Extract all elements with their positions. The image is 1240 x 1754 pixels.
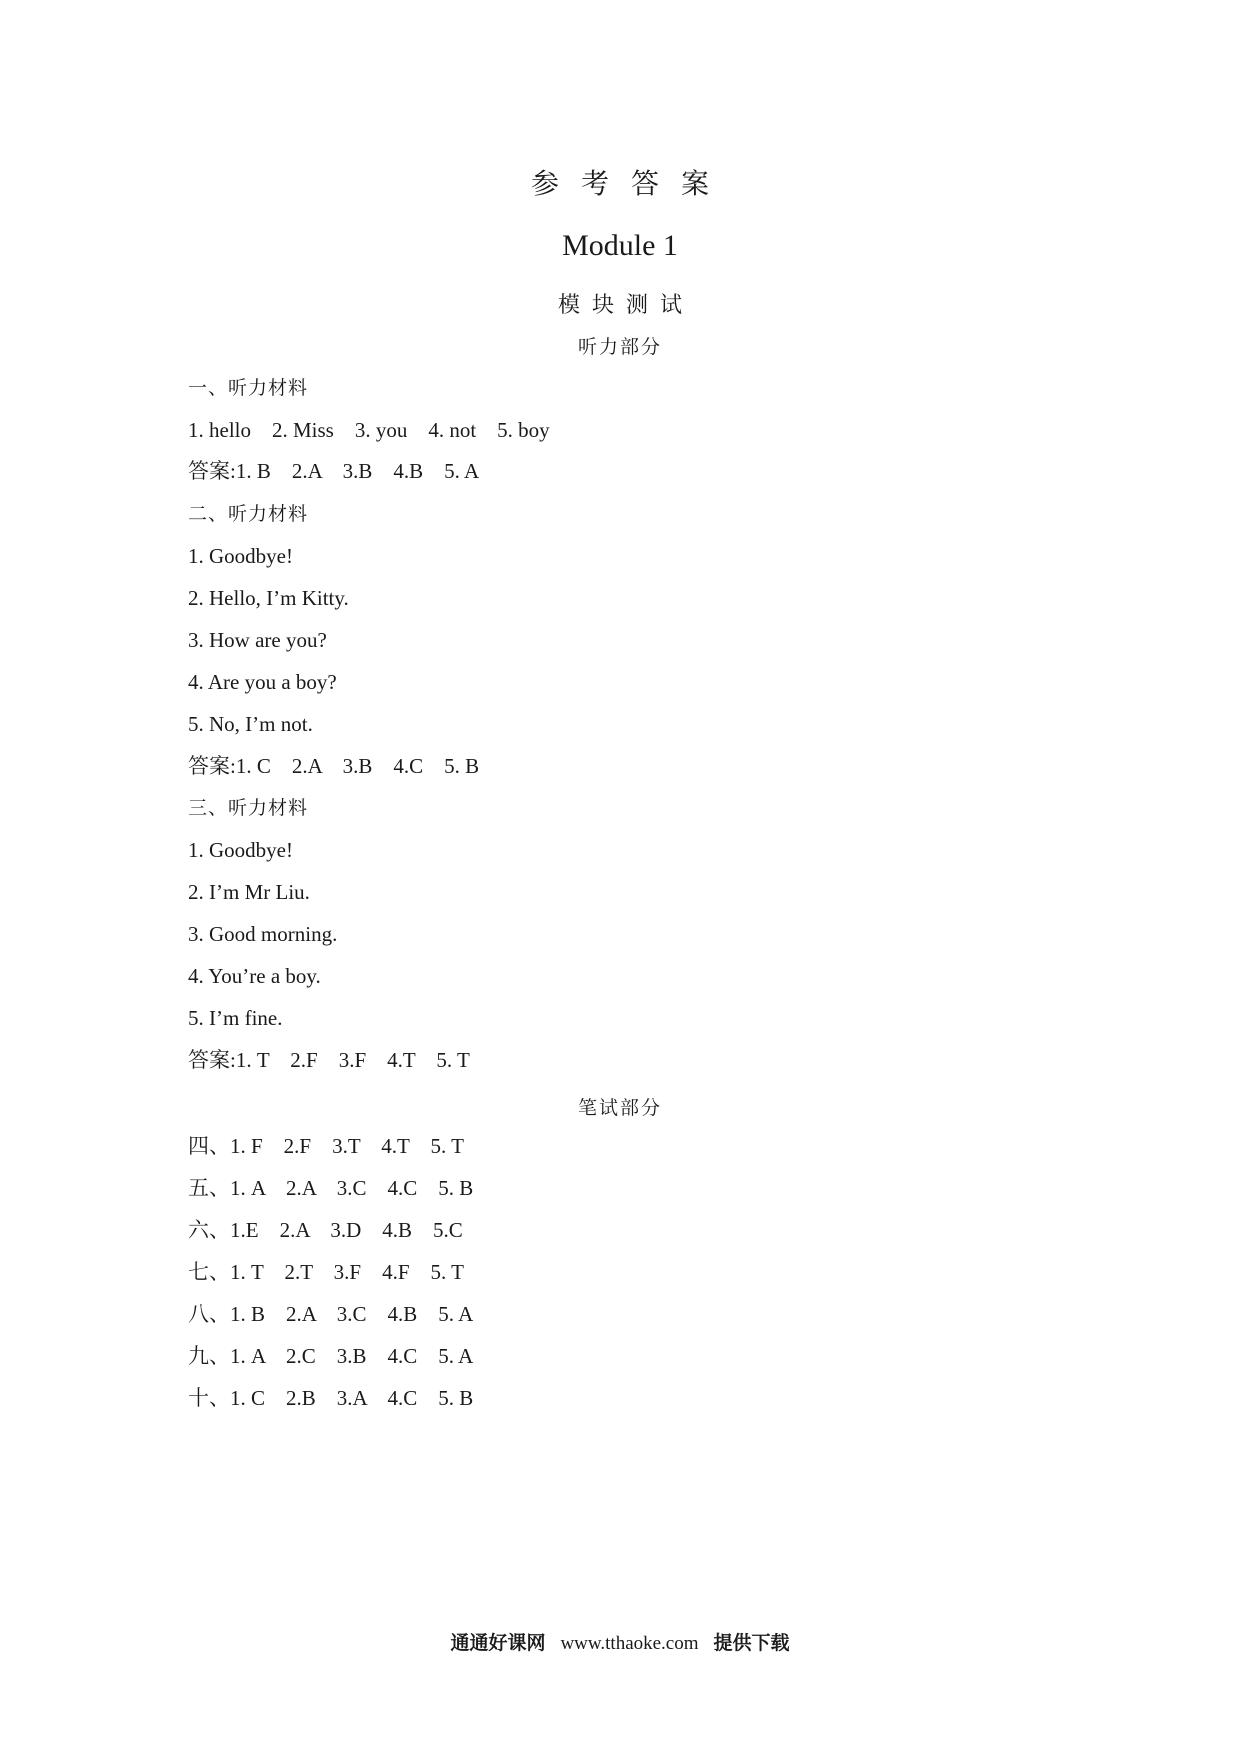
module-title: Module 1 <box>562 229 678 262</box>
answer-line: 十、1. C 2.B 3.A 4.C 5. B <box>188 1386 474 1410</box>
listening-line: 5. I’m fine. <box>188 1006 283 1030</box>
listening-line: 一、听力材料 <box>188 377 309 399</box>
answer-line: 九、1. A 2.C 3.B 4.C 5. A <box>188 1344 474 1368</box>
footer-url[interactable]: www.tthaoke.com <box>560 1633 699 1654</box>
listening-line: 1. Goodbye! <box>188 544 293 568</box>
listening-line: 2. I’m Mr Liu. <box>188 880 310 904</box>
listening-line: 二、听力材料 <box>188 503 309 525</box>
document-title: 参考答案 <box>530 167 731 200</box>
listening-line: 3. How are you? <box>188 628 327 652</box>
answer-line: 四、1. F 2.F 3.T 4.T 5. T <box>188 1134 464 1158</box>
answer-line: 答案:1. C 2.A 3.B 4.C 5. B <box>188 754 480 778</box>
listening-line: 3. Good morning. <box>188 922 338 946</box>
listening-line: 三、听力材料 <box>188 797 309 819</box>
footer-brand: 通通好课网 <box>450 1632 546 1654</box>
answer-line: 七、1. T 2.T 3.F 4.F 5. T <box>188 1260 464 1284</box>
listening-line: 1. Goodbye! <box>188 838 293 862</box>
listening-line: 1. hello 2. Miss 3. you 4. not 5. boy <box>188 418 550 442</box>
listening-line: 4. Are you a boy? <box>188 670 337 694</box>
footer-credit <box>0 1628 1240 1655</box>
footer-suffix: 提供下载 <box>713 1632 790 1654</box>
answer-line: 答案:1. B 2.A 3.B 4.B 5. A <box>188 459 480 483</box>
answer-line: 五、1. A 2.A 3.C 4.C 5. B <box>188 1176 474 1200</box>
listening-line: 5. No, I’m not. <box>188 712 313 736</box>
listening-line: 4. You’re a boy. <box>188 964 321 988</box>
answer-line: 六、1.E 2.A 3.D 4.B 5.C <box>188 1218 463 1242</box>
answer-line: 答案:1. T 2.F 3.F 4.T 5. T <box>188 1048 470 1072</box>
writing-part-heading: 笔试部分 <box>577 1097 662 1119</box>
section-title: 模块测试 <box>557 293 694 318</box>
listening-line: 2. Hello, I’m Kitty. <box>188 586 349 610</box>
answer-line: 八、1. B 2.A 3.C 4.B 5. A <box>188 1302 474 1326</box>
listening-part-heading: 听力部分 <box>577 336 662 358</box>
